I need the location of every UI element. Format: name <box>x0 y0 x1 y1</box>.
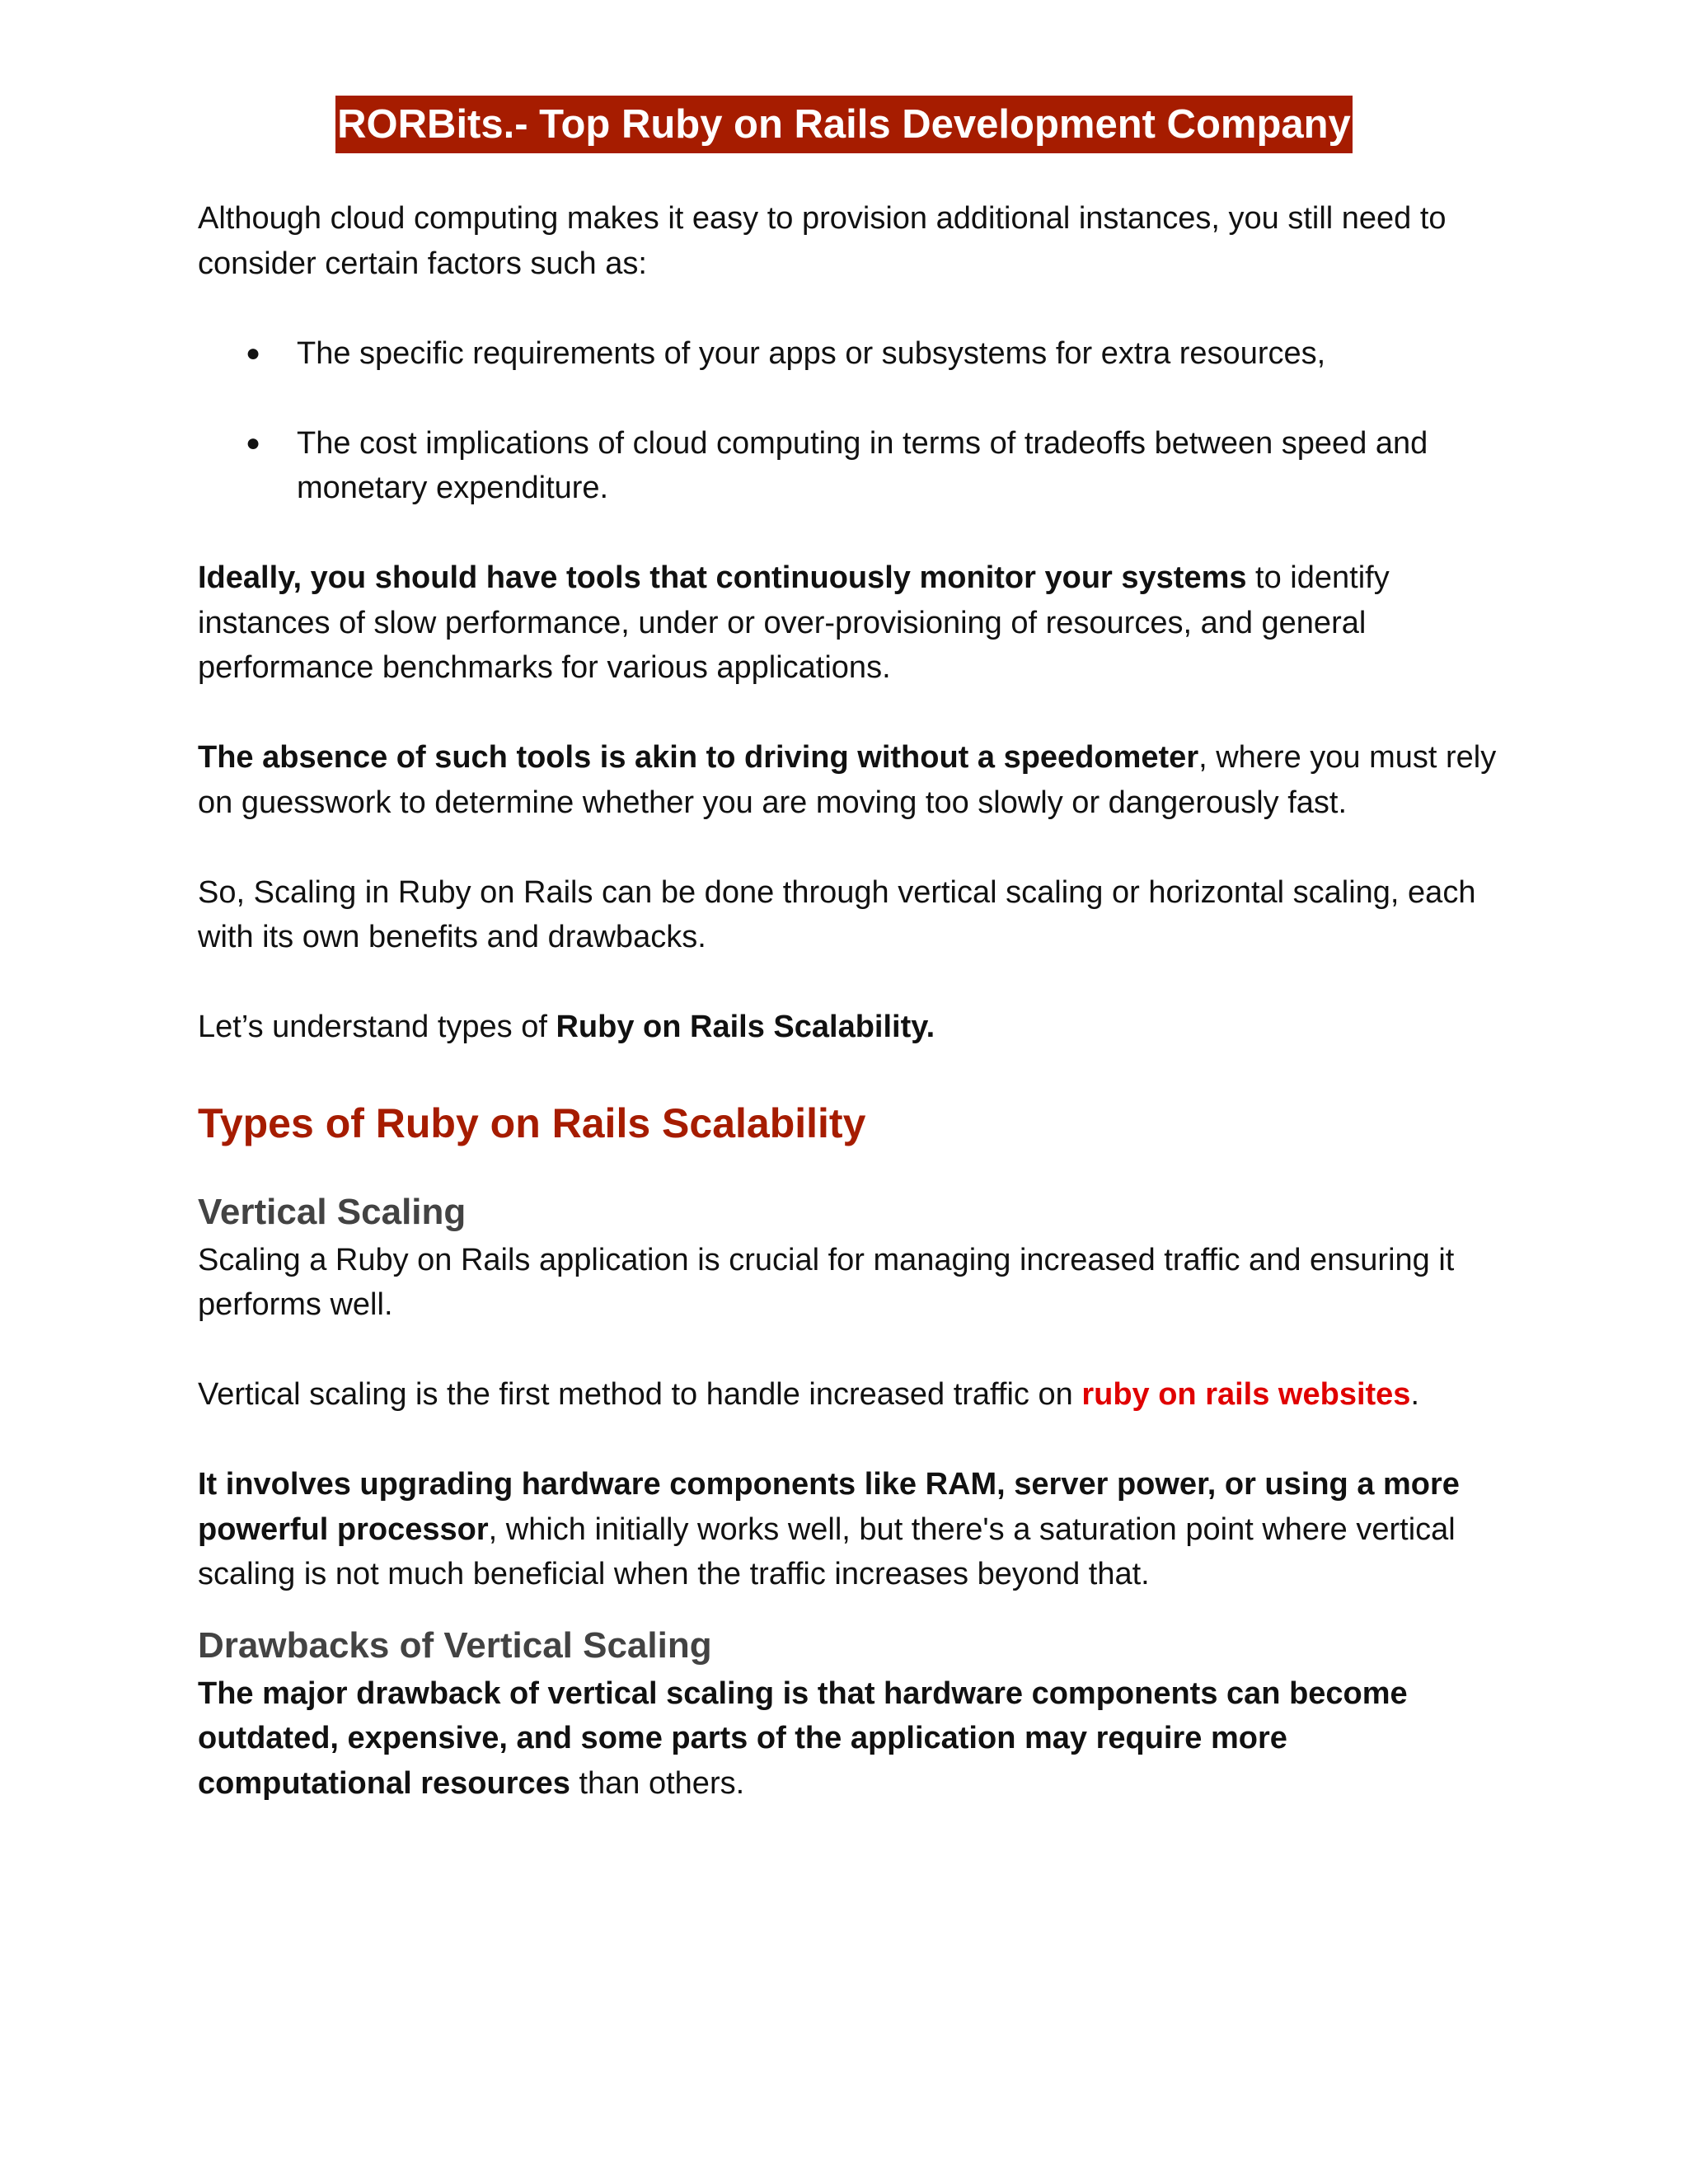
vertical-p3-bold: It involves upgrading hardware components like RAM, server power, or using a more powerful processor <box>198 1467 1460 1547</box>
bullet-icon: ● <box>246 339 261 367</box>
list-item-text: The specific requirements of your apps or subsystems for extra resources, <box>297 335 1326 371</box>
factor-list <box>198 331 1500 511</box>
types-paragraph <box>198 1005 1500 1050</box>
drawbacks-heading: Drawbacks of Vertical Scaling <box>198 1624 712 1666</box>
monitor-paragraph <box>198 555 1500 691</box>
document-body <box>198 196 1500 1806</box>
absence-text: , where you must rely on guesswork to determine whether you are moving too slowly or dangerously fast. <box>198 740 1497 820</box>
header-banner <box>0 96 1688 163</box>
bullet-icon: ● <box>246 429 261 457</box>
vertical-scaling-heading: Vertical Scaling <box>198 1191 467 1232</box>
intro-paragraph: Although cloud computing makes it easy to provision additional instances, you still need to consider certain factors such as: <box>198 201 1447 281</box>
vertical-paragraph-1: Scaling a Ruby on Rails application is crucial for managing increased traffic and ensuring it performs well. <box>198 1242 1455 1322</box>
vertical-p2-tail: . <box>1410 1377 1420 1412</box>
list-item <box>198 331 1500 377</box>
absence-bold-text: The absence of such tools is akin to driving without a speedometer <box>198 740 1199 775</box>
list-item <box>198 421 1500 511</box>
section-heading: Types of Ruby on Rails Scalability <box>198 1099 866 1146</box>
monitor-bold-text: Ideally, you should have tools that continuously monitor your systems <box>198 560 1247 595</box>
drawbacks-text: than others. <box>570 1765 745 1801</box>
page-title: RORBits.- Top Ruby on Rails Development Company <box>335 96 1353 153</box>
ruby-on-rails-websites-link[interactable]: ruby on rails websites <box>1081 1377 1411 1412</box>
vertical-paragraph-2 <box>198 1372 1500 1418</box>
drawbacks-bold-text: The major drawback of vertical scaling is that hardware components can become outdated, expensive, and some parts of the application may require more computational resources <box>198 1675 1408 1801</box>
types-bold-text: Ruby on Rails Scalability. <box>556 1010 935 1044</box>
list-item-text: The cost implications of cloud computing in terms of tradeoffs between speed and monetary expenditure. <box>297 425 1428 505</box>
types-lead-text: Let’s understand types of <box>198 1010 556 1044</box>
vertical-p2-lead: Vertical scaling is the first method to handle increased traffic on <box>198 1377 1082 1412</box>
scaling-paragraph: So, Scaling in Ruby on Rails can be done through vertical scaling or horizontal scaling, each with its own benefits and drawbacks. <box>198 874 1476 954</box>
monitor-text: to identify instances of slow performance, under or over-provisioning of resources, and general performance benchmarks for various applications. <box>198 560 1390 685</box>
absence-paragraph <box>198 735 1500 825</box>
vertical-p3-text: , which initially works well, but there's a saturation point where vertical scaling is not much beneficial when the traffic increases beyond that. <box>198 1511 1456 1591</box>
vertical-paragraph-3 <box>198 1462 1500 1597</box>
drawbacks-paragraph <box>198 1671 1500 1807</box>
